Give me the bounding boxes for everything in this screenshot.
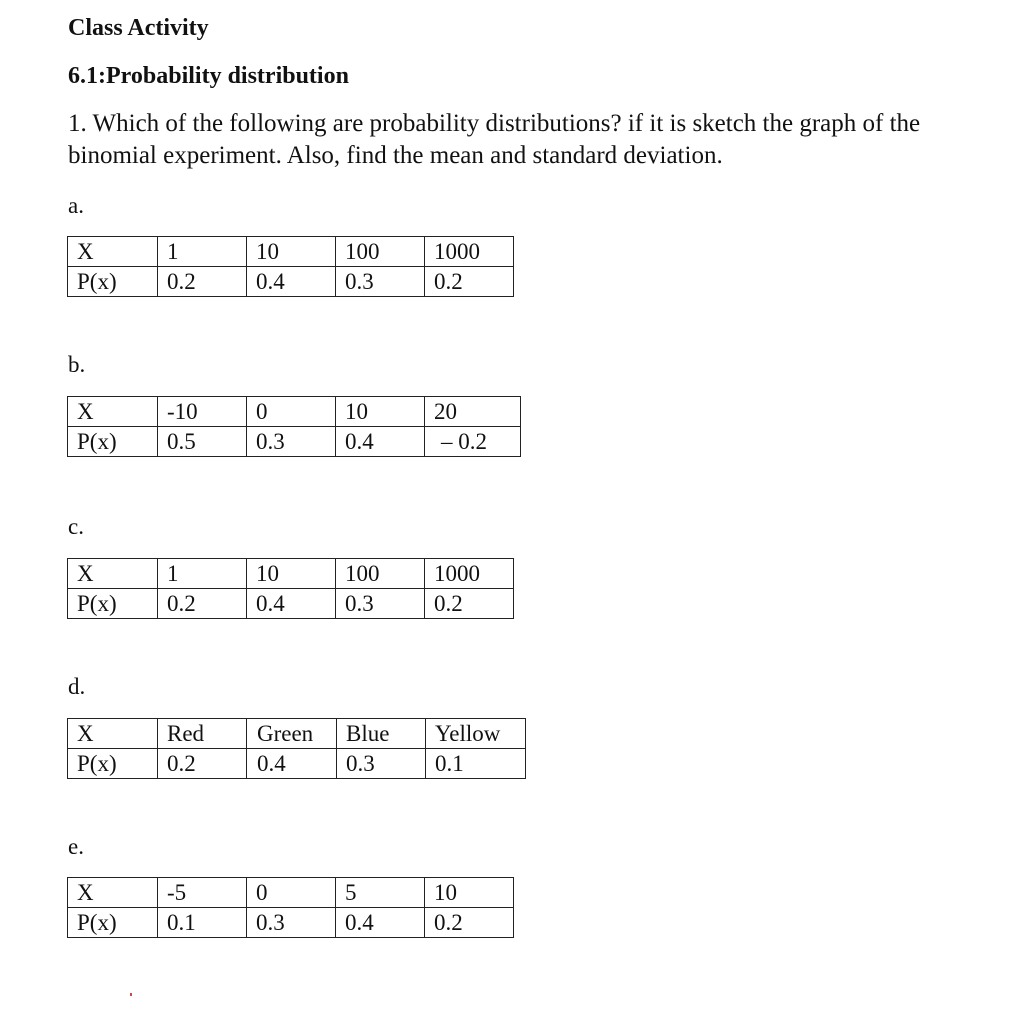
p-value-cell: 0.3: [336, 589, 425, 619]
x-row: [68, 397, 521, 427]
x-value-cell: 10: [425, 878, 514, 908]
part-c-label: c.: [68, 514, 84, 539]
x-value-cell: 0: [247, 878, 336, 908]
p-value-cell: 0.1: [158, 908, 247, 938]
x-value-cell: 10: [336, 397, 425, 427]
p-value-cell: 0.3: [247, 908, 336, 938]
section-title: 6.1:Probability distribution: [68, 63, 349, 89]
p-value-cell: 0.3: [247, 427, 336, 457]
p-header-cell: P(x): [68, 267, 158, 297]
p-value-cell: 0.3: [337, 749, 426, 779]
part-d-table: [67, 718, 526, 779]
x-value-cell: Yellow: [426, 719, 526, 749]
x-value-cell: -10: [158, 397, 247, 427]
x-header-cell: X: [68, 878, 158, 908]
p-value-cell: 0.4: [247, 589, 336, 619]
x-row: [68, 719, 526, 749]
part-c-table: [67, 558, 514, 619]
p-value-cell: 0.2: [158, 749, 247, 779]
part-b-label: b.: [68, 352, 86, 377]
p-row: [68, 267, 514, 297]
p-header-cell: P(x): [68, 589, 158, 619]
p-value-cell: 0.4: [336, 427, 425, 457]
x-header-cell: X: [68, 397, 158, 427]
part-e-label: e.: [68, 834, 84, 859]
x-value-cell: 1: [158, 559, 247, 589]
x-value-cell: Green: [247, 719, 337, 749]
part-a-label: a.: [68, 193, 84, 218]
part-a-table: [67, 236, 514, 297]
p-value-cell: 0.2: [425, 589, 514, 619]
p-header-cell: P(x): [68, 749, 158, 779]
x-value-cell: 100: [336, 237, 425, 267]
p-value-cell: 0.2: [425, 267, 514, 297]
x-header-cell: X: [68, 237, 158, 267]
x-value-cell: 5: [336, 878, 425, 908]
x-row: [68, 559, 514, 589]
x-value-cell: 10: [247, 559, 336, 589]
x-row: [68, 237, 514, 267]
part-d-label: d.: [68, 674, 86, 699]
x-header-cell: X: [68, 719, 158, 749]
x-value-cell: Red: [158, 719, 247, 749]
stray-mark: [130, 993, 132, 996]
x-value-cell: 100: [336, 559, 425, 589]
x-value-cell: -5: [158, 878, 247, 908]
x-value-cell: 0: [247, 397, 336, 427]
x-value-cell: 1000: [425, 237, 514, 267]
p-row: [68, 749, 526, 779]
p-value-cell: 0.3: [336, 267, 425, 297]
x-row: [68, 878, 514, 908]
p-value-cell: 0.2: [158, 267, 247, 297]
x-value-cell: Blue: [337, 719, 426, 749]
part-b-table: [67, 396, 521, 457]
x-value-cell: 20: [425, 397, 521, 427]
x-header-cell: X: [68, 559, 158, 589]
p-value-cell: 0.5: [158, 427, 247, 457]
p-header-cell: P(x): [68, 427, 158, 457]
part-e-table: [67, 877, 514, 938]
p-value-cell: 0.2: [158, 589, 247, 619]
p-header-cell: P(x): [68, 908, 158, 938]
p-value-cell: – 0.2: [425, 427, 521, 457]
x-value-cell: 10: [247, 237, 336, 267]
p-value-cell: 0.4: [247, 267, 336, 297]
p-row: [68, 589, 514, 619]
question-text: 1. Which of the following are probability distributions? if it is sketch the graph of the binomial experiment. Also, find the mean and standard deviation.: [68, 110, 921, 169]
p-value-cell: 0.4: [336, 908, 425, 938]
page-title: Class Activity: [68, 15, 209, 41]
x-value-cell: 1000: [425, 559, 514, 589]
x-value-cell: 1: [158, 237, 247, 267]
p-value-cell: 0.4: [247, 749, 337, 779]
p-value-cell: 0.1: [426, 749, 526, 779]
p-value-cell: 0.2: [425, 908, 514, 938]
p-row: [68, 427, 521, 457]
p-row: [68, 908, 514, 938]
